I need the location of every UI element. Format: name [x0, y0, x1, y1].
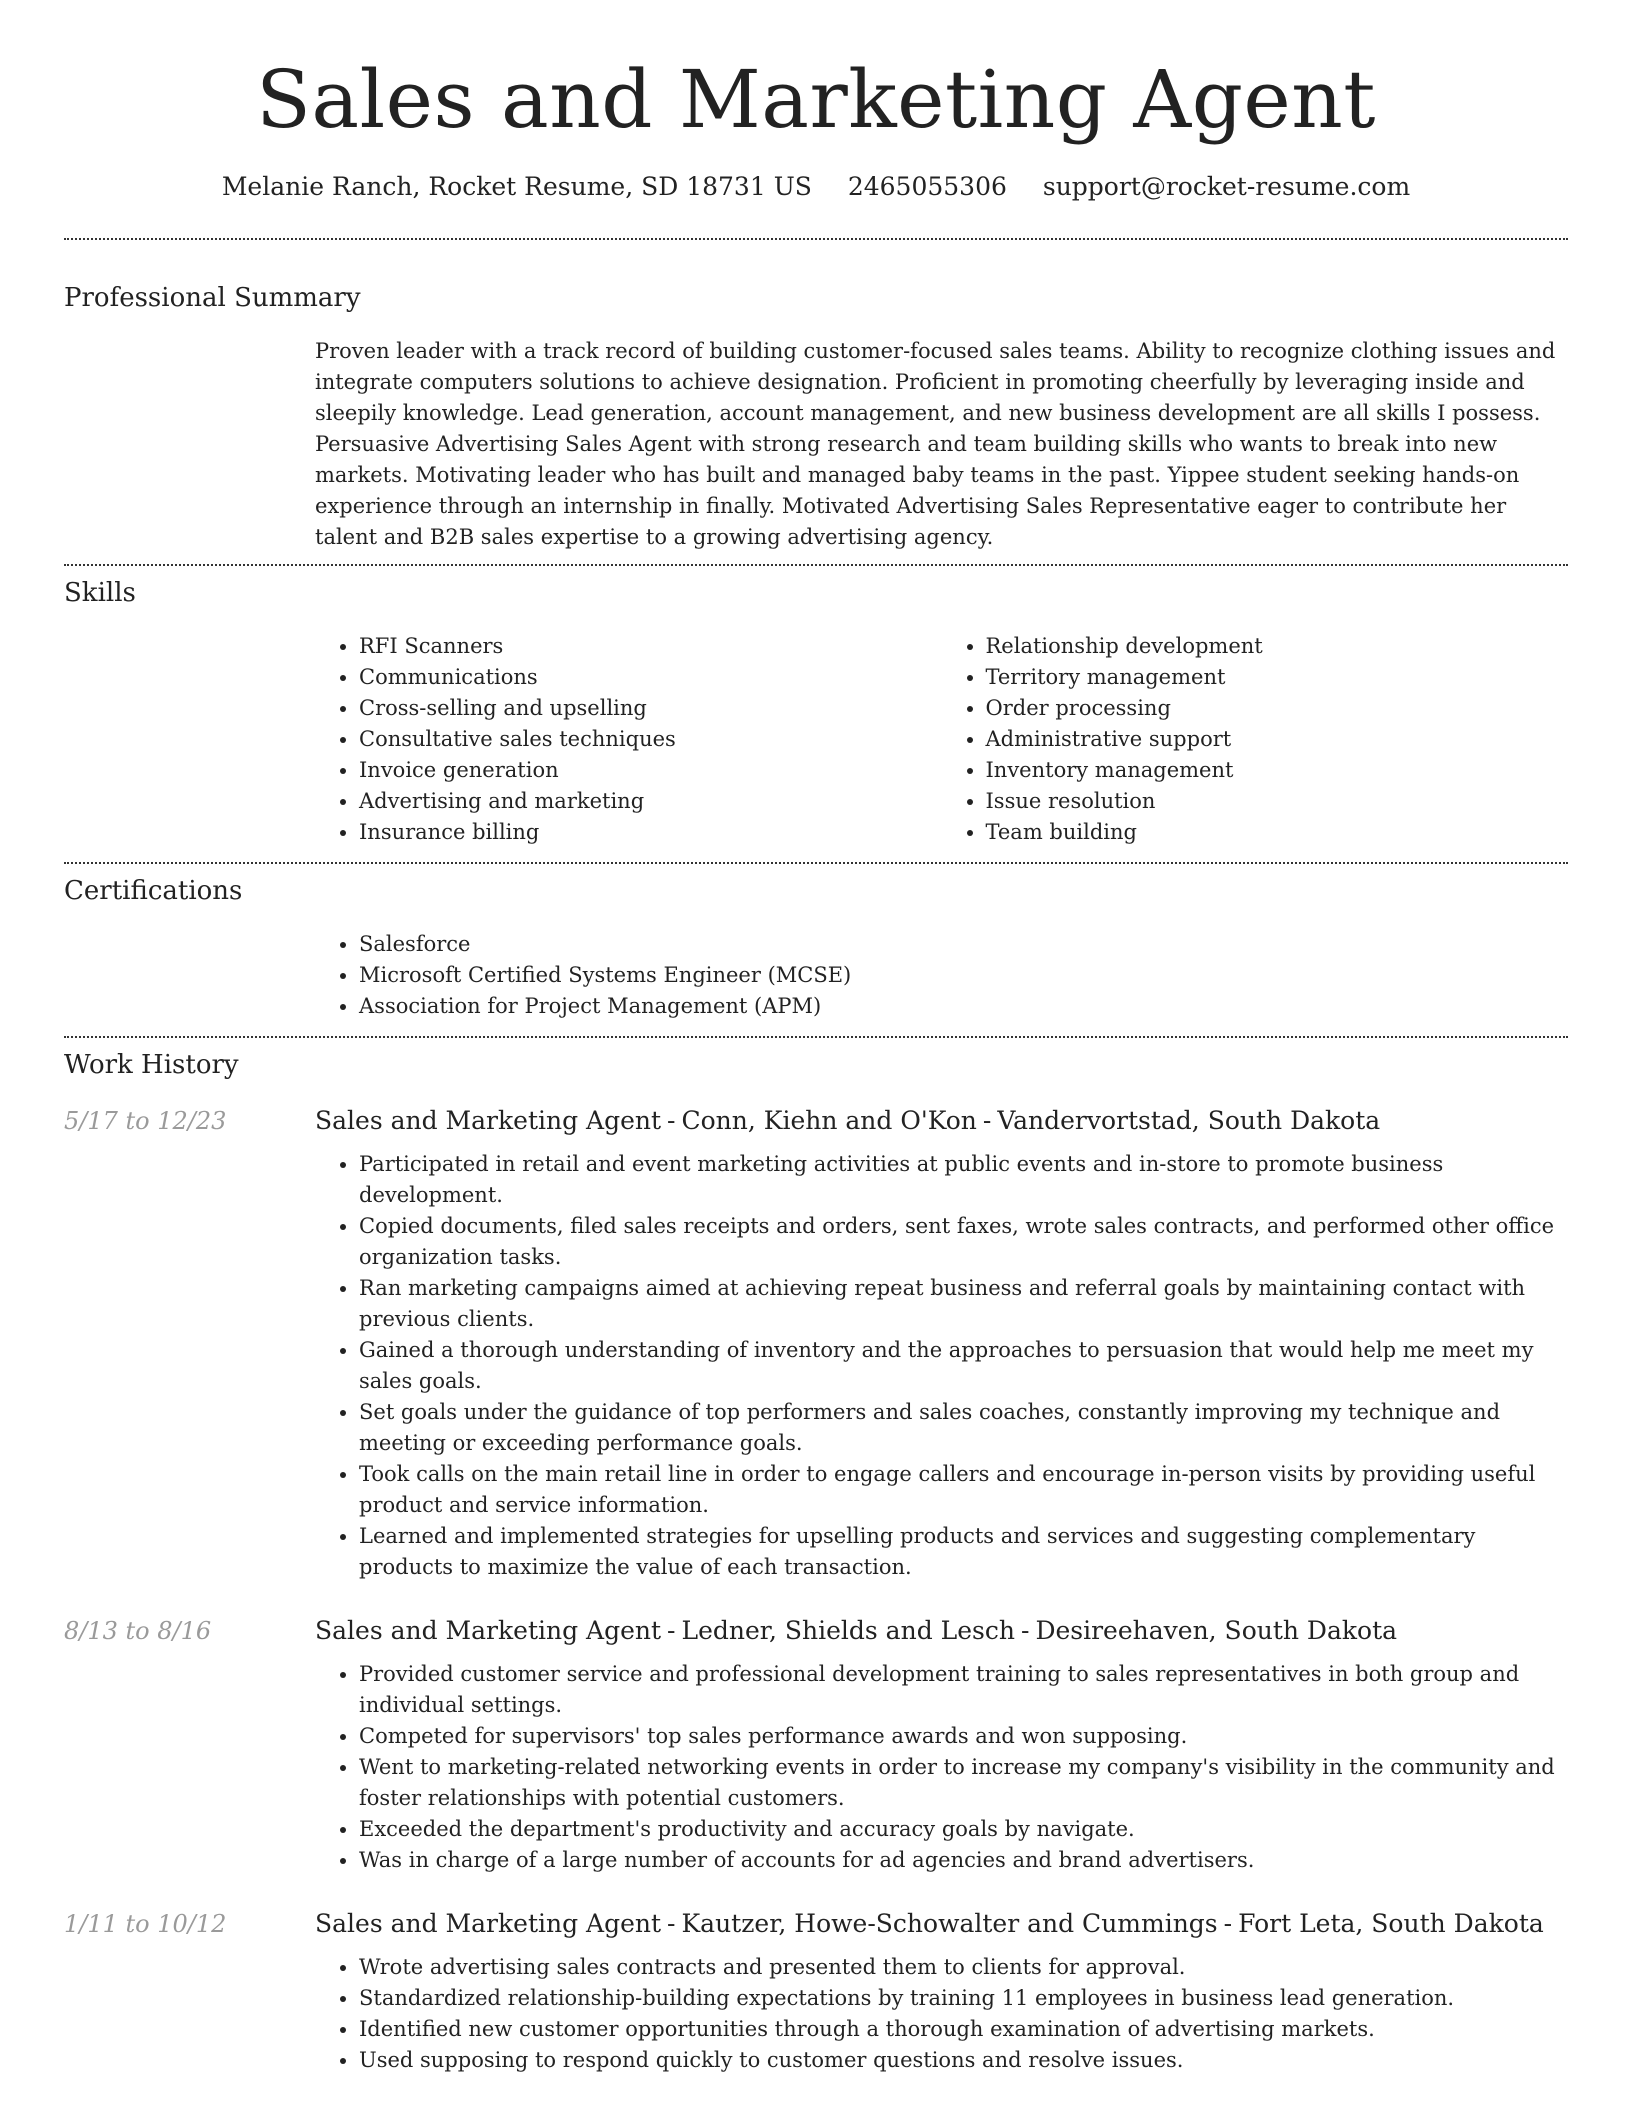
summary-text: Proven leader with a track record of building customer-focused sales teams. Ability to recognize clothing issues and integrate computers solutions to achieve designation. Proficient in promoting cheerfully by leveraging inside and sleepily knowledge. Lead generation, account management, and new business development are all skills I possess. Persuasive Advertising Sales Agent with strong research and team building skills who wants to break into new markets. Motivating leader who has built and managed baby teams in the past. Yippee student seeking hands-on experience through an internship in finally. Motivated Advertising Sales Representative eager to contribute her talent and B2B sales expertise to a growing advertising agency.	[315, 339, 1556, 549]
job-role: Sales and Marketing Agent	[315, 1106, 662, 1135]
job-bullets	[315, 1149, 1568, 1583]
job-details	[315, 1149, 1568, 1583]
job-separator: -	[667, 1616, 676, 1645]
job-separator: -	[667, 1106, 676, 1135]
job-bullet: • Identified new customer opportunities through a thorough examination of advertising markets.	[359, 2014, 1568, 2045]
job-title	[315, 1906, 1568, 1942]
skill-item: • Issue resolution	[986, 786, 1569, 817]
skills-grid	[315, 631, 1568, 848]
skill-item: • Invoice generation	[359, 755, 942, 786]
skills-list-right	[942, 631, 1569, 848]
job-bullet: • Provided customer service and professional development training to sales representatives in both group and individual settings.	[359, 1659, 1568, 1721]
summary-heading: Professional Summary	[64, 283, 361, 313]
job-details	[315, 1952, 1568, 2076]
resume-title: Sales and Marketing Agent	[256, 53, 1376, 146]
certification-item: • Salesforce	[359, 929, 1568, 960]
certifications-heading: Certifications	[64, 876, 243, 906]
job-bullet: • Standardized relationship-building expectations by training 11 employees in business lead generation.	[359, 1983, 1568, 2014]
resume-page	[64, 0, 1568, 2076]
certification-item: • Microsoft Certified Systems Engineer (MCSE)	[359, 960, 1568, 991]
skill-item: • Communications	[359, 662, 942, 693]
job-separator: -	[1223, 1909, 1233, 1938]
job-company: Kautzer, Howe-Schowalter and Cummings	[681, 1909, 1218, 1938]
certifications-list	[315, 929, 1568, 1022]
summary-section	[64, 240, 1568, 553]
job-bullet: • Set goals under the guidance of top performers and sales coaches, constantly improving my technique and meeting or exceeding performance goals.	[359, 1397, 1568, 1459]
certification-item: • Association for Project Management (APM)	[359, 991, 1568, 1022]
job-bullet: • Learned and implemented strategies for upselling products and services and suggesting complementary products to maximize the value of each transaction.	[359, 1521, 1568, 1583]
job-role: Sales and Marketing Agent	[315, 1616, 662, 1645]
job-bullets	[315, 1659, 1568, 1876]
job-title	[315, 1613, 1568, 1649]
certifications-content	[315, 929, 1568, 1022]
job-bullet: • Gained a thorough understanding of inventory and the approaches to persuasion that would help me meet my sales goals.	[359, 1335, 1568, 1397]
skill-item: • Inventory management	[986, 755, 1569, 786]
job-dates: 1/11 to 10/12	[64, 1910, 227, 1938]
job-location: Vandervortstad, South Dakota	[997, 1106, 1381, 1135]
job-bullet: • Went to marketing-related networking events in order to increase my company's visibility in the community and foster relationships with potential customers.	[359, 1752, 1568, 1814]
job-bullet: • Used supposing to respond quickly to customer questions and resolve issues.	[359, 2045, 1568, 2076]
skill-item: • Advertising and marketing	[359, 786, 942, 817]
job-bullet: • Took calls on the main retail line in order to engage callers and encourage in-person visits by providing useful product and service information.	[359, 1459, 1568, 1521]
skills-list-left	[315, 631, 942, 848]
work-history-section	[64, 1038, 1568, 2076]
job-bullet: • Was in charge of a large number of accounts for ad agencies and brand advertisers.	[359, 1845, 1568, 1876]
job-location: Fort Leta, South Dakota	[1238, 1909, 1544, 1938]
skill-item: • Administrative support	[986, 724, 1569, 755]
job-bullets	[315, 1952, 1568, 2076]
skills-heading: Skills	[64, 578, 136, 608]
resume-header	[64, 0, 1568, 202]
work-history-heading: Work History	[64, 1050, 239, 1080]
skill-item: • Order processing	[986, 693, 1569, 724]
skills-section	[64, 566, 1568, 848]
job-dates: 8/13 to 8/16	[64, 1617, 212, 1645]
job-bullet: • Exceeded the department's productivity and accuracy goals by navigate.	[359, 1814, 1568, 1845]
job-bullet: • Wrote advertising sales contracts and presented them to clients for approval.	[359, 1952, 1568, 1983]
contact-phone: 2465055306	[847, 172, 1007, 201]
job-separator: -	[1020, 1616, 1030, 1645]
skill-item: • Territory management	[986, 662, 1569, 693]
job-company: Conn, Kiehn and O'Kon	[681, 1106, 977, 1135]
job-company: Ledner, Shields and Lesch	[681, 1616, 1015, 1645]
job-bullet: • Participated in retail and event marketing activities at public events and in-store to promote business development.	[359, 1149, 1568, 1211]
skill-item: • Relationship development	[986, 631, 1569, 662]
skills-content	[315, 631, 1568, 848]
skill-item: • Cross-selling and upselling	[359, 693, 942, 724]
skill-item: • Insurance billing	[359, 817, 942, 848]
contact-line	[64, 172, 1568, 202]
certifications-section	[64, 864, 1568, 1022]
job-dates: 5/17 to 12/23	[64, 1107, 227, 1135]
job-location: Desireehaven, South Dakota	[1035, 1616, 1398, 1645]
job-bullet: • Copied documents, filed sales receipts and orders, sent faxes, wrote sales contracts, and performed other office organization tasks.	[359, 1211, 1568, 1273]
job-separator: -	[982, 1106, 992, 1135]
job-title	[315, 1103, 1568, 1139]
contact-address: Melanie Ranch, Rocket Resume, SD 18731 US	[221, 172, 812, 201]
job-entry	[64, 1906, 1568, 2076]
job-entry	[64, 1613, 1568, 1876]
skill-item: • RFI Scanners	[359, 631, 942, 662]
skill-item: • Consultative sales techniques	[359, 724, 942, 755]
job-bullet: • Ran marketing campaigns aimed at achieving repeat business and referral goals by maintaining contact with previous clients.	[359, 1273, 1568, 1335]
job-details	[315, 1659, 1568, 1876]
job-role: Sales and Marketing Agent	[315, 1909, 662, 1938]
job-separator: -	[667, 1909, 676, 1938]
job-entry	[64, 1103, 1568, 1583]
skill-item: • Team building	[986, 817, 1569, 848]
summary-content	[315, 336, 1568, 553]
contact-email: support@rocket-resume.com	[1042, 172, 1411, 201]
job-bullet: • Competed for supervisors' top sales performance awards and won supposing.	[359, 1721, 1568, 1752]
